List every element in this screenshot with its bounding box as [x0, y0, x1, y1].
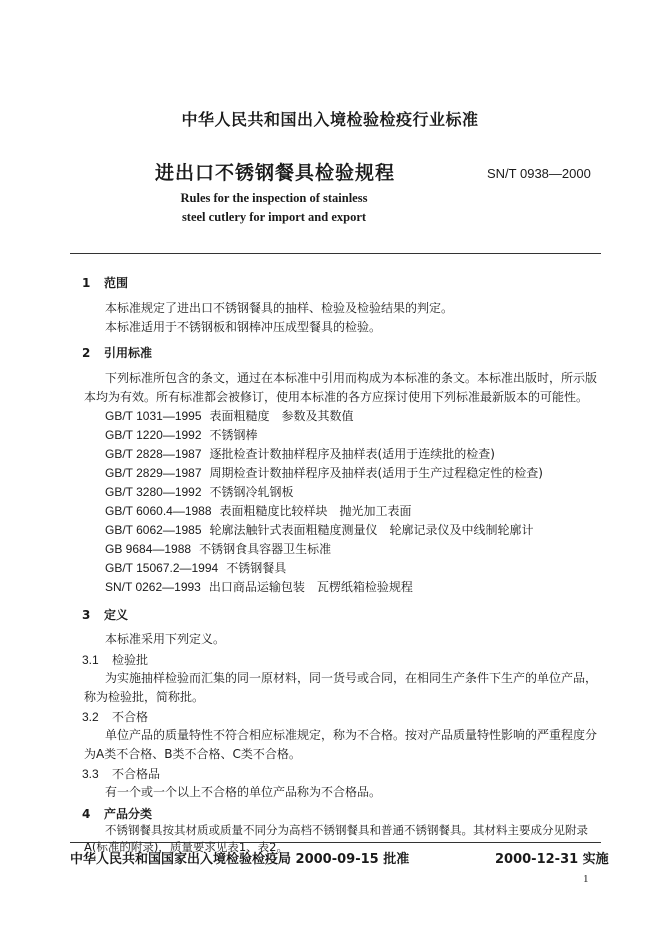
reference-name: 轮廓法触针式表面粗糙度测量仪 轮廓记录仪及中线制轮廓计	[209, 523, 534, 537]
page-number: 1	[583, 873, 589, 885]
definition-3-3-heading	[82, 765, 160, 782]
reference-code: GB/T 6062—1985	[105, 523, 202, 537]
section-title: 产品分类	[104, 807, 153, 821]
section-number: 1	[82, 276, 91, 290]
english-title-line-1: Rules for the inspection of stainless	[180, 191, 368, 205]
approval-line: 中华人民共和国国家出入境检验检疫局 2000-09-15 批准	[70, 852, 410, 867]
section-title: 定义	[104, 608, 129, 622]
reference-code: GB/T 2829—1987	[105, 466, 202, 480]
standard-code: SN/T 0938—2000	[487, 166, 591, 181]
reference-name: 出口商品运输包装 瓦楞纸箱检验规程	[208, 580, 413, 594]
implementation-date: 2000-12-31 实施	[495, 852, 609, 867]
paragraph: 下列标准所包含的条文，通过在本标准中引用而构成为本标准的条文。本标准出版时，所示版本均为有效。所有标准都会被修订，使用本标准的各方应探讨使用下列标准最新版本的可能性。	[84, 371, 598, 404]
section-title: 引用标准	[104, 346, 153, 360]
definition-text: 为实施抽样检验而汇集的同一原材料，同一货号或合同，在相同生产条件下生产的单位产品，称为检验批，简称批。	[84, 671, 598, 704]
reference-code: GB/T 6060.4—1988	[105, 504, 212, 518]
paragraph: 不锈钢餐具按其材质或质量不同分为高档不锈钢餐具和普通不锈钢餐具。其材料主要成分见附录A(标准的附录)，质量要求见表1、表2。	[84, 823, 588, 854]
reference-code: SN/T 0262—1993	[105, 580, 201, 594]
paragraph: 本标准适用于不锈钢板和钢棒冲压成型餐具的检验。	[105, 320, 382, 334]
reference-code: GB/T 2828—1987	[105, 447, 202, 461]
section-4-heading	[82, 805, 152, 822]
reference-item	[105, 445, 495, 462]
clause-number: 3.2	[82, 710, 99, 724]
section-3-heading	[82, 606, 128, 623]
reference-item	[105, 407, 354, 424]
reference-item	[105, 540, 331, 557]
reference-code: GB 9684—1988	[105, 542, 192, 556]
definition-term: 不合格品	[112, 767, 161, 781]
clause-number: 3.3	[82, 767, 99, 781]
reference-item	[105, 483, 294, 500]
paragraph: 本标准规定了进出口不锈钢餐具的抽样、检验及检验结果的判定。	[105, 301, 454, 315]
definition-term: 不合格	[112, 710, 149, 724]
reference-name: 不锈钢冷轧钢板	[209, 485, 294, 499]
clause-number: 3.1	[82, 653, 99, 667]
definition-text: 有一个或一个以上不合格的单位产品称为不合格品。	[105, 785, 382, 799]
reference-code: GB/T 3280—1992	[105, 485, 202, 499]
reference-item	[105, 464, 543, 481]
reference-code: GB/T 15067.2—1994	[105, 561, 219, 575]
reference-code: GB/T 1220—1992	[105, 428, 202, 442]
header-divider	[70, 253, 601, 254]
section-2-heading	[82, 344, 152, 361]
reference-item	[105, 426, 258, 443]
definition-term: 检验批	[112, 653, 149, 667]
definition-text: 单位产品的质量特性不符合相应标准规定，称为不合格。按对产品质量特性影响的严重程度分为A类不合格、B类不合格、C类不合格。	[84, 728, 598, 761]
footer-divider	[70, 842, 601, 843]
english-title-line-2: steel cutlery for import and export	[181, 210, 367, 224]
reference-item	[105, 559, 286, 576]
section-number: 2	[82, 346, 91, 360]
reference-name: 周期检查计数抽样程序及抽样表(适用于生产过程稳定性的检查)	[209, 466, 543, 480]
definition-3-2-heading	[82, 708, 148, 725]
section-number: 4	[82, 807, 91, 821]
reference-code: GB/T 1031—1995	[105, 409, 202, 423]
reference-name: 逐批检查计数抽样程序及抽样表(适用于连续批的检查)	[209, 447, 495, 461]
section-title: 范围	[104, 276, 129, 290]
paragraph: 本标准采用下列定义。	[105, 632, 226, 646]
reference-item	[105, 521, 534, 538]
reference-item	[105, 502, 412, 519]
section-number: 3	[82, 608, 91, 622]
reference-name: 表面粗糙度比较样块 抛光加工表面	[219, 504, 412, 518]
standard-title: 进出口不锈钢餐具检验规程	[155, 162, 396, 184]
reference-name: 不锈钢食具容器卫生标准	[199, 542, 332, 556]
reference-name: 不锈钢棒	[209, 428, 258, 442]
reference-item	[105, 578, 413, 595]
issuing-authority-title: 中华人民共和国出入境检验检疫行业标准	[181, 110, 479, 129]
definition-3-1-heading	[82, 651, 148, 668]
reference-name: 表面粗糙度 参数及其数值	[209, 409, 354, 423]
reference-name: 不锈钢餐具	[226, 561, 287, 575]
section-1-heading	[82, 274, 128, 291]
